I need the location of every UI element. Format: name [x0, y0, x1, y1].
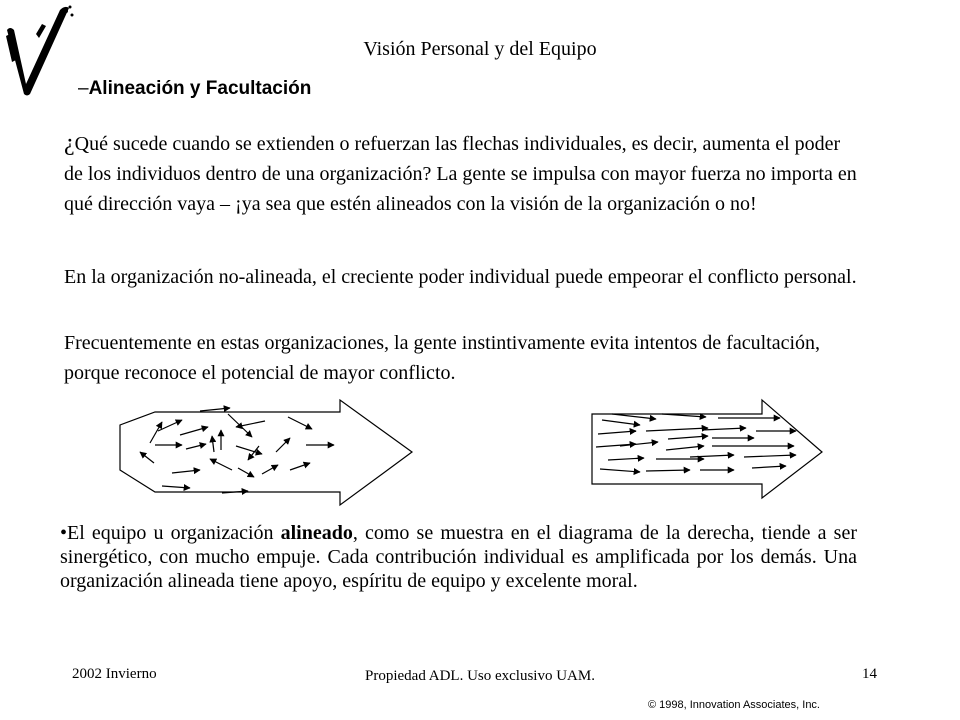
- footer-copyright: © 1998, Innovation Associates, Inc.: [648, 699, 820, 711]
- section-subtitle: [78, 78, 311, 100]
- page-title: Visión Personal y del Equipo: [363, 38, 597, 60]
- footer-page-number: 14: [862, 666, 877, 682]
- bullet-text-after: , como se muestra en el diagrama de la derecha, tiende a ser sinergético, con mucho empuje. Cada contribución individual es amplificada por los demás. Una organización alineada tiene apoyo, espíritu de equipo y excelente moral.: [60, 522, 857, 592]
- footer-date: 2002 Invierno: [72, 666, 157, 682]
- bullet-text-before: El equipo u organización: [67, 522, 281, 544]
- unaligned-arrow-outline: [120, 400, 412, 505]
- arrows-diagrams: [0, 398, 960, 513]
- bullet-marker: •: [60, 522, 68, 544]
- paragraph-question-text: Qué sucede cuando se extienden o refuerzan las flechas individuales, es decir, aumenta el poder de los individuos dentro de una organización? La gente se impulsa con mayor fuerza no importa en qué dirección vaya – ¡ya sea que estén alineados con la visión de la organización o no!: [64, 133, 857, 215]
- paragraph-question: [64, 128, 864, 219]
- aligned-arrow-outline: [592, 400, 822, 498]
- aligned-arrows-diagram-icon: [592, 400, 822, 498]
- bullet-text-bold: alineado: [280, 522, 353, 544]
- question-mark: ¿: [64, 130, 75, 156]
- unaligned-arrows-diagram-icon: [120, 400, 412, 505]
- paragraph-frequently: Frecuentemente en estas organizaciones, la gente instintivamente evita intentos de facultación, porque reconoce el potencial de mayor conflicto.: [64, 332, 821, 384]
- subtitle-text: Alineación y Facultación: [88, 78, 312, 99]
- paragraph-unaligned: En la organización no-alineada, el creciente poder individual puede empeorar el conflicto personal.: [64, 266, 857, 288]
- subtitle-dash: –: [78, 78, 89, 99]
- footer-ownership: Propiedad ADL. Uso exclusivo UAM.: [365, 668, 595, 684]
- bullet-aligned-team: [60, 521, 857, 593]
